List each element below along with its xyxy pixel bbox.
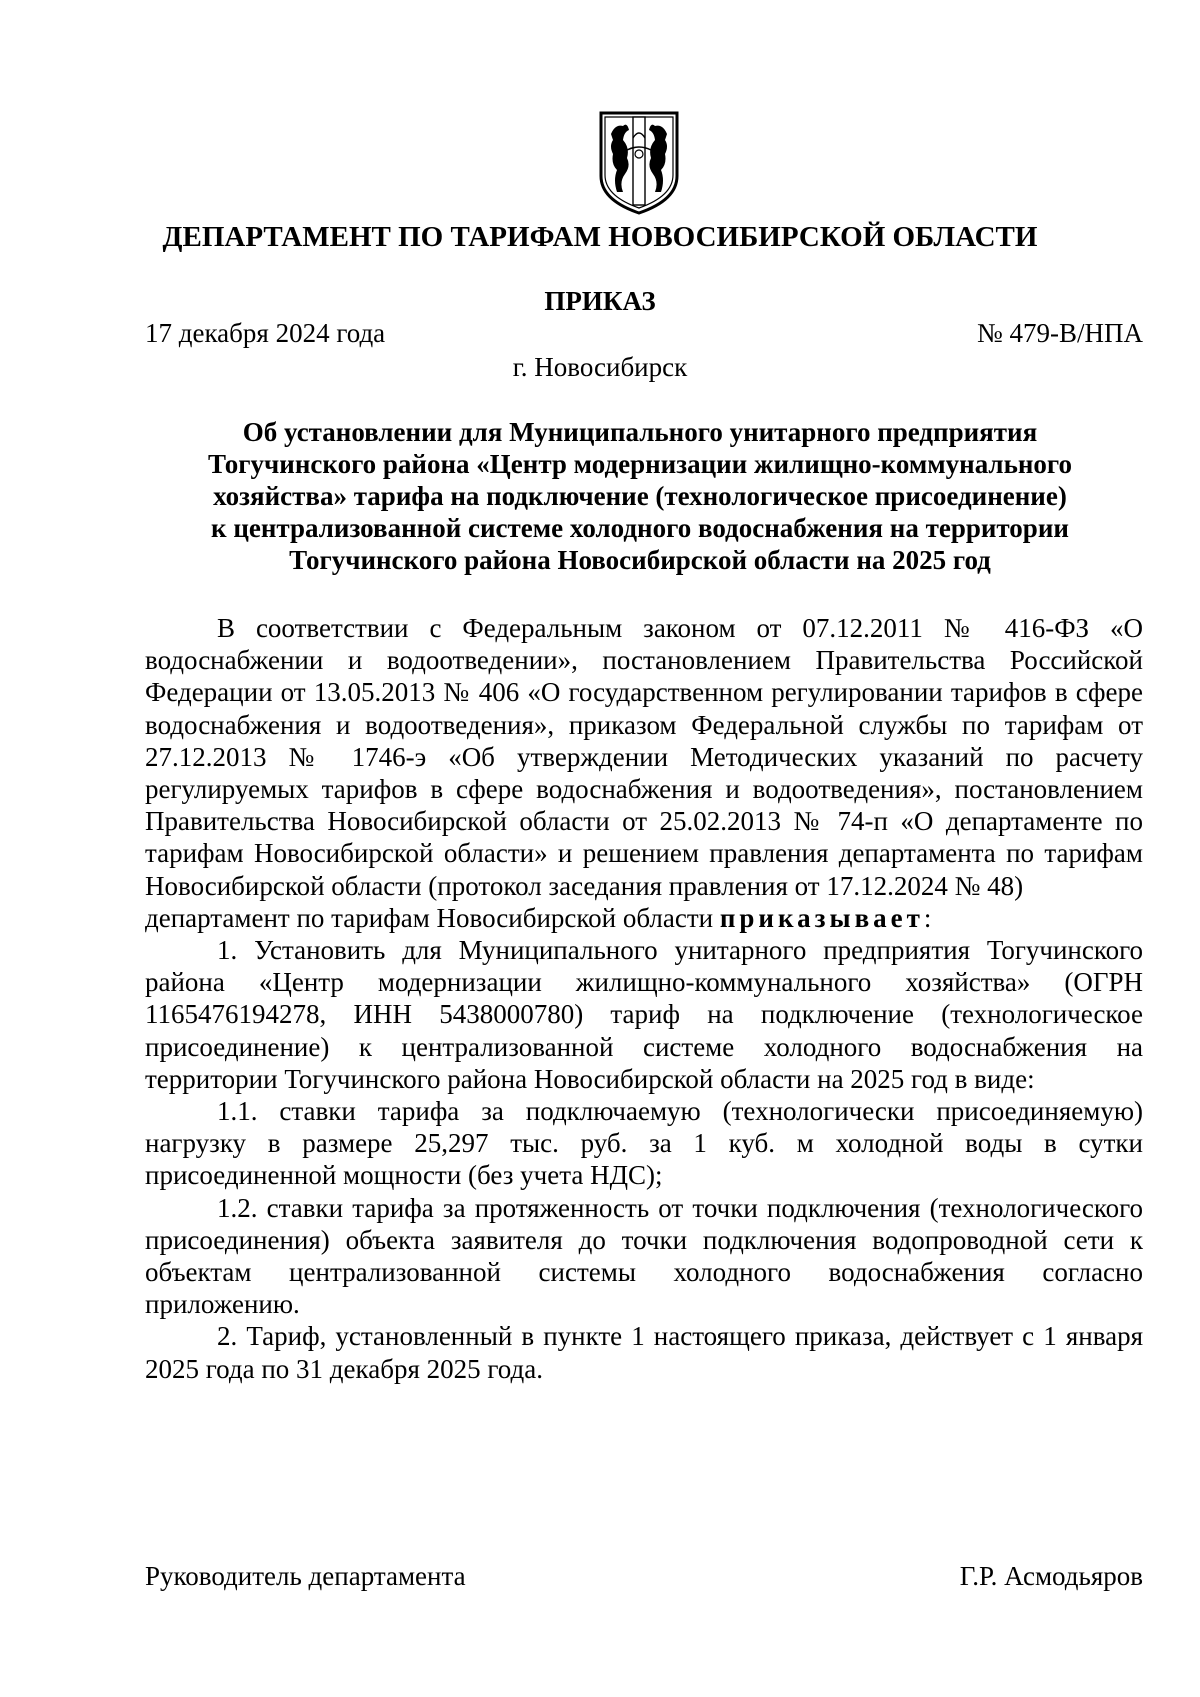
- order-item-2: 2. Тариф, установленный в пункте 1 настоящего приказа, действует с 1 января 2025 года по 31 декабря 2025 года.: [145, 1321, 1143, 1384]
- document-type: ПРИКАЗ: [544, 286, 656, 316]
- order-number: № 479-В/НПА: [976, 318, 1143, 348]
- order-city: г. Новосибирск: [512, 352, 688, 382]
- order-item-1: 1. Установить для Муниципального унитарного предприятия Тогучинского района «Центр модернизации жилищно-коммунального хозяйства» (ОГРН 1165476194278, ИНН 5438000780) тариф на подключение (технологическое присоединение) к централизованной системе холодного водоснабжения на территории Тогучинского района Новосибирской области на 2025 год в виде:: [145, 935, 1143, 1094]
- department-name: ДЕПАРТАМЕНТ ПО ТАРИФАМ НОВОСИБИРСКОЙ ОБЛАСТИ: [162, 221, 1038, 253]
- subject-line: хозяйства» тарифа на подключение (технологическое присоединение): [213, 481, 1067, 511]
- orders-colon: :: [923, 902, 932, 933]
- coat-of-arms-icon: [597, 110, 681, 216]
- subject-line: Об установлении для Муниципального унитарного предприятия: [242, 417, 1038, 447]
- order-item-1-2: 1.2. ставки тарифа за протяженность от точки подключения (технологического присоединения) объекта заявителя до точки подключения водопроводной сети к объектам централизованной системы холодного водоснабжения согласно приложению.: [145, 1192, 1143, 1320]
- order-item-1-1: 1.1. ставки тарифа за подключаемую (технологически присоединяемую) нагрузку в размере 25,297 тыс. руб. за 1 куб. м холодной воды в сутки присоединенной мощности (без учета НДС);: [145, 1096, 1143, 1191]
- signatory-name: Г.Р. Асмодьяров: [959, 1561, 1143, 1591]
- subject-line: к централизованной системе холодного водоснабжения на территории: [211, 513, 1069, 543]
- subject-line: Тогучинского района Новосибирской области на 2025 год: [289, 545, 991, 575]
- signatory-title: Руководитель департамента: [145, 1561, 466, 1591]
- orders-line: [145, 902, 1143, 934]
- order-date: 17 декабря 2024 года: [145, 318, 386, 348]
- orders-lead: департамент по тарифам Новосибирской области: [145, 902, 720, 933]
- preamble-paragraph: В соответствии с Федеральным законом от 07.12.2011 № 416-ФЗ «О водоснабжении и водоотведении», постановлением Правительства Российской Федерации от 13.05.2013 № 406 «О государственном регулировании тарифов в сфере водоснабжения и водоотведения», приказом Федеральной службы по тарифам от 27.12.2013 № 1746-э «Об утверждении Методических указаний по расчету регулируемых тарифов в сфере водоснабжения и водоотведения», постановлением Правительства Новосибирской области от 25.02.2013 № 74-п «О департаменте по тарифам Новосибирской области» и решением правления департамента по тарифам Новосибирской области (протокол заседания правления от 17.12.2024 № 48): [145, 613, 1143, 901]
- order-subject: [140, 416, 1140, 576]
- orders-word: приказывает: [719, 902, 924, 933]
- order-body: [145, 612, 1143, 1385]
- subject-line: Тогучинского района «Центр модернизации жилищно-коммунального: [207, 449, 1072, 479]
